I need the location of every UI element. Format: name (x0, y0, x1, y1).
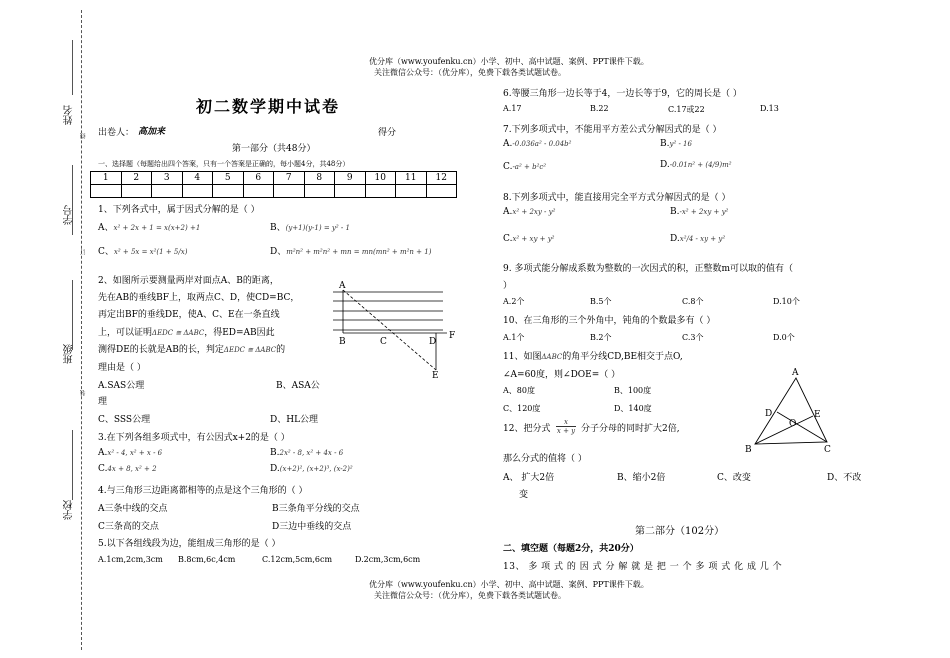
option-label: D、 (270, 247, 287, 257)
option-formula: y² - 16 (669, 140, 692, 148)
option-formula: 4x + 8, x² + 2 (107, 465, 157, 473)
answer-number: 12 (426, 172, 457, 185)
gutter-class-label: 班级 (64, 344, 75, 364)
q6-option-a: A.17 (503, 104, 522, 113)
answer-number: 11 (396, 172, 427, 185)
answer-cell (274, 185, 305, 198)
q1-option-d (270, 244, 431, 257)
option-label: D. (670, 234, 680, 244)
formula: ΔABC (541, 353, 563, 361)
q12-option-b: B、缩小2倍 (617, 473, 666, 483)
q9-option-a: A.2个 (503, 297, 525, 306)
gutter-cut-mark-3: 装 (80, 390, 87, 396)
section2-heading: 二、填空题（每题2分，共20分） (503, 544, 639, 554)
option-formula: (x+2)², (x+2)³, (x-2)² (279, 465, 353, 473)
answer-cell (396, 185, 427, 198)
q5-stem: 5.以下各组线段为边，能组成三角形的是（ ） (98, 539, 281, 549)
q6-option-c: C.17或22 (668, 105, 705, 114)
text: ，得ED=AB因此 (204, 328, 275, 338)
option-label: C、 (98, 247, 114, 257)
option-label: A. (503, 139, 513, 149)
fig-label-b: B (745, 445, 752, 455)
option-label: A. (98, 448, 108, 458)
q7-stem: 7.下列多项式中，不能用平方差公式分解因式的是（ ） (503, 125, 722, 135)
option-formula: x² + 5x = x²(1 + 5/x) (113, 248, 188, 256)
option-formula: m²n² + m²n² + mn = mn(mn² + m²n + 1) (286, 248, 432, 256)
option-label: A. (503, 207, 513, 217)
text: 上，可以证明 (98, 328, 153, 338)
formula: ΔEDC ≅ ΔABC (152, 329, 205, 337)
option-formula: x²/4 - xy + y² (679, 235, 726, 243)
answer-number: 5 (213, 172, 244, 185)
q9-line-2: ） (503, 281, 513, 291)
class-fill-line (72, 280, 73, 350)
option-label: B. (270, 448, 280, 458)
answer-cell (365, 185, 396, 198)
q2-option-a: A.SAS公理 (98, 381, 145, 391)
fig-label-o: O (789, 419, 797, 429)
q3-stem: 3.在下列各组多项式中，有公因式x+2的是（ ） (98, 433, 290, 443)
q1-option-a (98, 220, 200, 233)
option-label: C. (98, 464, 108, 474)
formula: ΔEDC ≅ ΔABC (223, 346, 277, 354)
q12-tail: 分子分母的同时扩大2倍, (581, 424, 680, 434)
answer-number: 4 (182, 172, 213, 185)
option-label: B. (670, 207, 680, 217)
answer-cell (213, 185, 244, 198)
q1-stem: 1、下列各式中，属于因式分解的是（ ） (98, 205, 260, 215)
q7-option-a (503, 139, 571, 149)
option-formula: x² + xy + y² (512, 235, 555, 243)
name-fill-line (72, 40, 73, 95)
option-label: C. (503, 234, 513, 244)
option-formula: -0.036a² - 0.04b² (512, 140, 572, 148)
q12-option-c: C、改变 (717, 473, 751, 483)
answer-table-header-row (91, 172, 457, 185)
q2-line-3: 再定出BF的垂线DE，使A、C、E在一条直线 (98, 310, 280, 320)
q13-text: 13、 多 项 式 的 因 式 分 解 就 是 把 一 个 多 项 式 化 成 几 个 (503, 562, 783, 572)
q7-option-b (660, 139, 692, 149)
fig-label-e: E (432, 371, 439, 381)
q9-option-b: B.5个 (590, 297, 612, 306)
q2-option-b: B、ASA公 (276, 381, 320, 391)
option-label: A、 (98, 223, 114, 233)
answer-cell (152, 185, 183, 198)
option-formula: -0.01n² + (4/9)m² (669, 161, 732, 169)
answer-cell (304, 185, 335, 198)
answer-cell (91, 185, 122, 198)
answer-table-blank-row (91, 185, 457, 198)
text: 11、如图 (503, 352, 542, 362)
fig-label-a: A (339, 281, 346, 291)
footer-line-1: 优分库（www.youfenku.cn）小学、初中、高中试题、案例、PPT课件下载。 (369, 580, 649, 589)
author-name: 高加来 (138, 127, 166, 137)
option-formula: -a² + b²c² (512, 163, 547, 171)
q11-option-b: B、100度 (614, 386, 652, 395)
q12-option-d: D、不改 (827, 473, 862, 483)
fig-label-d: D (429, 337, 437, 347)
footer-line-2: 关注微信公众号：（优分库），免费下载各类试题试卷。 (374, 591, 566, 600)
answer-cell (182, 185, 213, 198)
q11-line-2: ∠A=60度，则∠DOE=（ ） (503, 370, 621, 380)
q10-stem: 10、在三角形的三个外角中，钝角的个数最多有（ ） (503, 316, 716, 326)
q8-option-c (503, 234, 555, 244)
q6-option-d: D.13 (760, 104, 779, 113)
q4-option-c: C三条高的交点 (98, 522, 159, 532)
q4-option-b: B三条角平分线的交点 (272, 504, 360, 514)
q4-stem: 4.与三角形三边距离都相等的点是这个三角形的（ ） (98, 486, 308, 496)
q8-option-a (503, 207, 555, 217)
option-formula: x² + 2xy - y² (512, 208, 556, 216)
fraction-numerator: x (556, 418, 576, 427)
gutter-name-label: 姓名 (64, 105, 75, 125)
q3-option-c (98, 464, 157, 474)
q3-option-b (270, 448, 343, 458)
q11-triangle-figure (740, 364, 840, 456)
q10-option-c: C.3个 (682, 333, 704, 342)
section1-instructions: 一、选择题（每题给出四个答案，只有一个答案是正确的，每小题4分，共48分） (98, 160, 350, 168)
answer-number: 7 (274, 172, 305, 185)
gutter-school-label: 学校 (64, 500, 75, 520)
q2-option-d: D、HL公理 (270, 415, 319, 425)
q12-line-2: 那么分式的值将（ ） (503, 454, 587, 464)
part1-heading: 第一部分（共48分） (232, 144, 316, 154)
q2-river-figure (325, 278, 460, 383)
q11-option-a: A、80度 (503, 386, 535, 395)
q10-option-a: A.1个 (503, 333, 525, 342)
answer-cell (121, 185, 152, 198)
part2-heading: 第二部分（102分） (635, 526, 725, 537)
answer-table (90, 171, 457, 198)
q2-option-b-wrap: 理 (98, 397, 108, 407)
q12-lead: 12、把分式 (503, 424, 551, 434)
option-formula: x² + 2x + 1 = x(x+2) +1 (113, 224, 201, 232)
page-title: 初二数学期中试卷 (196, 97, 341, 116)
q12-fraction (556, 418, 576, 436)
answer-number: 8 (304, 172, 335, 185)
q7-option-d (660, 160, 732, 170)
q2-line-6: 理由是（ ） (98, 363, 146, 373)
q3-option-a (98, 448, 162, 458)
answer-number: 9 (335, 172, 366, 185)
option-formula: -x² + 2xy + y² (679, 208, 729, 216)
q3-option-d (270, 464, 353, 474)
binding-cut-line (81, 10, 82, 650)
q2-option-c: C、SSS公理 (98, 415, 151, 425)
q11-option-d: D、140度 (614, 404, 652, 413)
author-label: 出卷人： (98, 128, 135, 138)
option-label: D. (660, 160, 670, 170)
q5-option-b: B.8cm,6c,4cm (178, 555, 236, 564)
q8-stem: 8.下列多项式中，能直接用完全平方式分解因式的是（ ） (503, 193, 731, 203)
q9-option-c: C.8个 (682, 297, 704, 306)
answer-number: 10 (365, 172, 396, 185)
q5-option-a: A.1cm,2cm,3cm (98, 555, 163, 564)
q8-option-b (670, 207, 728, 217)
q10-option-b: B.2个 (590, 333, 612, 342)
text: 的 (276, 345, 286, 355)
q8-option-d (670, 234, 725, 244)
text: 测得DE的长就是AB的长，判定 (98, 345, 224, 355)
answer-number: 6 (243, 172, 274, 185)
q5-option-c: C.12cm,5cm,6cm (262, 555, 333, 564)
option-formula: 2x² - 8, x² + 4x - 6 (279, 449, 344, 457)
answer-cell (335, 185, 366, 198)
q1-option-c (98, 244, 187, 257)
answer-cell (426, 185, 457, 198)
q1-option-b (270, 220, 350, 233)
fig-label-e: E (814, 410, 821, 420)
fig-label-a: A (792, 368, 799, 378)
q9-option-d: D.10个 (773, 297, 800, 306)
q12-option-a: A、 扩大2倍 (503, 473, 555, 483)
q2-line-4 (98, 325, 275, 338)
option-label: B. (660, 139, 670, 149)
q11-option-c: C、120度 (503, 404, 541, 413)
text: 的角平分线CD,BE相交于点O, (562, 352, 683, 362)
fraction-denominator: x + y (556, 427, 576, 435)
score-label: 得分 (378, 128, 397, 138)
gutter-cut-mark-1: 线 (80, 133, 87, 139)
q6-option-b: B.22 (590, 104, 609, 113)
fig-label-f: F (449, 331, 456, 341)
q2-line-2: 先在AB的垂线BF上，取两点C、D，使CD=BC， (98, 293, 300, 303)
q5-option-d: D.2cm,3cm,6cm (355, 555, 421, 564)
fig-label-d: D (765, 409, 773, 419)
fig-label-c: C (380, 337, 387, 347)
option-label: C. (503, 162, 513, 172)
q12-option-d-wrap: 变 (519, 490, 529, 500)
q2-line-5 (98, 342, 285, 355)
q4-option-a: A三条中线的交点 (98, 504, 168, 514)
header-line-1: 优分库（www.youfenku.cn）小学、初中、高中试题、案例、PPT课件下载。 (369, 57, 649, 66)
option-label: D. (270, 464, 280, 474)
option-formula: (y+1)(y-1) = y² - 1 (285, 224, 350, 232)
q9-line-1: 9. 多项式能分解成系数为整数的一次因式的积，正整数m可以取的值有（ (503, 264, 793, 274)
gutter-cut-mark-2: 订 (80, 249, 87, 255)
answer-number: 3 (152, 172, 183, 185)
q11-line-1 (503, 349, 683, 362)
fig-label-c: C (824, 445, 831, 455)
q6-stem: 6.等腰三角形一边长等于4，一边长等于9，它的周长是（ ） (503, 89, 742, 99)
gutter-number-label: 学号 (64, 205, 75, 225)
q2-line-1: 2、如图所示要测量两岸对面点A、B的距离， (98, 276, 279, 286)
header-line-2: 关注微信公众号：（优分库），免费下载各类试题试卷。 (374, 68, 566, 77)
answer-number: 2 (121, 172, 152, 185)
q4-option-d: D三边中垂线的交点 (272, 522, 352, 532)
option-label: B、 (270, 223, 286, 233)
answer-number: 1 (91, 172, 122, 185)
q7-option-c (503, 162, 546, 172)
q10-option-d: D.0个 (773, 333, 795, 342)
fig-label-b: B (339, 337, 346, 347)
option-formula: x² - 4, x² + x - 6 (107, 449, 163, 457)
school-fill-line (72, 430, 73, 500)
answer-cell (243, 185, 274, 198)
